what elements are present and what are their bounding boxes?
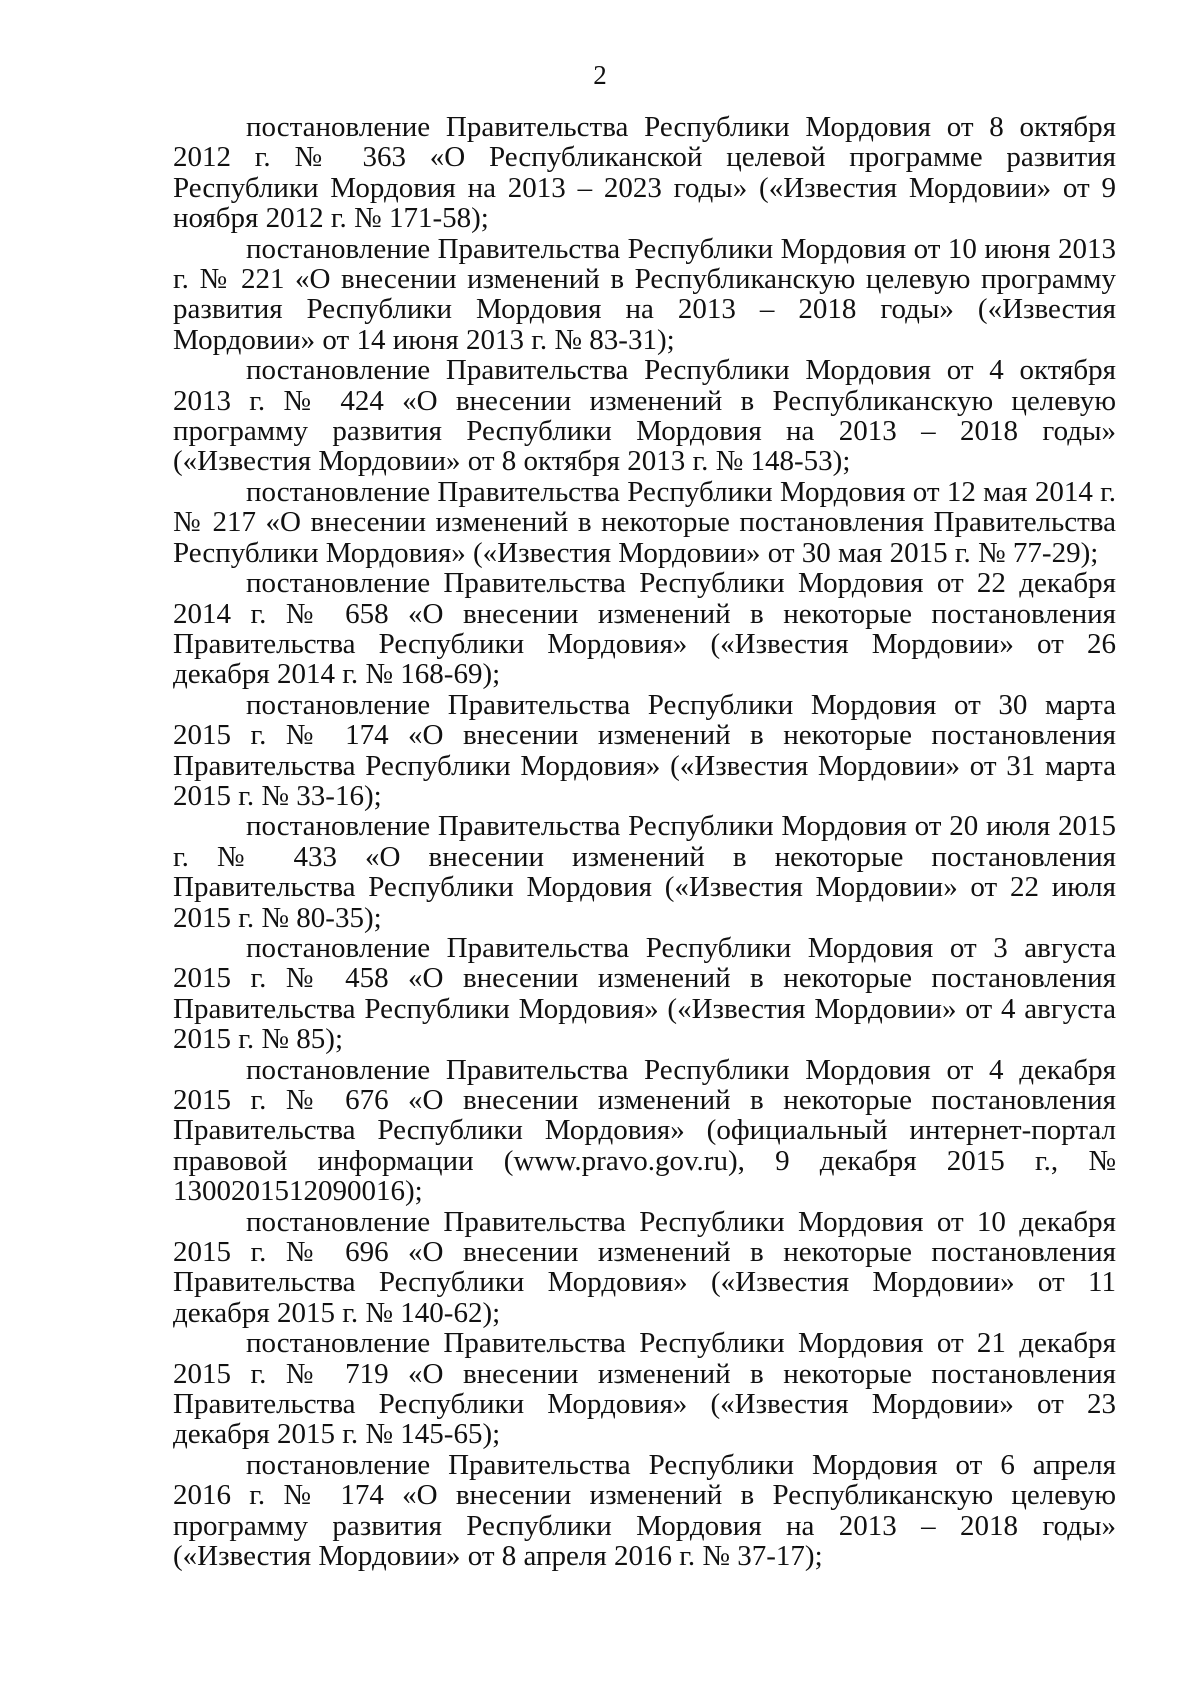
paragraph: постановление Правительства Республики Мордовия от 4 декабря 2015 г. № 676 «О внесении изменений в некоторые постановления Правительства Республики Мордовия» (официальный интернет-портал правовой информации (www.pravo.gov.ru), 9 декабря 2015 г., № 1300201512090016); [173,1053,1116,1208]
paragraph: постановление Правительства Республики Мордовия от 10 июня 2013 г. № 221 «О внесении изменений в Республиканскую целевую программу развития Республики Мордовия на 2013 – 2018 годы» («Известия Мордовии» от 14 июня 2013 г. № 83-31); [173,232,1116,356]
paragraph: постановление Правительства Республики Мордовия от 20 июля 2015 г. № 433 «О внесении изменений в некоторые постановления Правительства Республики Мордовия («Известия Мордовии» от 22 июля 2015 г. № 80-35); [173,810,1116,934]
page-number: 2 [593,60,607,90]
paragraph: постановление Правительства Республики Мордовия от 3 августа 2015 г. № 458 «О внесении изменений в некоторые постановления Правительства Республики Мордовия» («Известия Мордовии» от 4 августа 2015 г. № 85); [173,931,1116,1056]
paragraph: постановление Правительства Республики Мордовия от 21 декабря 2015 г. № 719 «О внесении изменений в некоторые постановления Правительства Республики Мордовия» («Известия Мордовии» от 23 декабря 2015 г. № 145-65); [173,1327,1116,1451]
paragraph: постановление Правительства Республики Мордовия от 22 декабря 2014 г. № 658 «О внесении изменений в некоторые постановления Правительства Республики Мордовия» («Известия Мордовии» от 26 декабря 2014 г. № 168-69); [173,567,1116,691]
paragraph: постановление Правительства Республики Мордовия от 10 декабря 2015 г. № 696 «О внесении изменений в некоторые постановления Правительства Республики Мордовия» («Известия Мордовии» от 11 декабря 2015 г. № 140-62); [173,1205,1116,1329]
paragraph: постановление Правительства Республики Мордовия от 8 октября 2012 г. № 363 «О Республиканской целевой программе развития Республики Мордовия на 2013 – 2023 годы» («Известия Мордовии» от 9 ноября 2012 г. № 171-58); [173,111,1116,235]
paragraph: постановление Правительства Республики Мордовия от 6 апреля 2016 г. № 174 «О внесении изменений в Республиканскую целевую программу развития Республики Мордовия на 2013 – 2018 годы» («Известия Мордовии» от 8 апреля 2016 г. № 37-17); [173,1448,1116,1573]
paragraph: постановление Правительства Республики Мордовия от 4 октября 2013 г. № 424 «О внесении изменений в Республиканскую целевую программу развития Республики Мордовия на 2013 – 2018 годы» («Известия Мордовии» от 8 октября 2013 г. № 148-53); [173,354,1116,478]
paragraph: постановление Правительства Республики Мордовия от 30 марта 2015 г. № 174 «О внесении изменений в некоторые постановления Правительства Республики Мордовия» («Известия Мордовии» от 31 марта 2015 г. № 33-16); [173,688,1116,812]
paragraph: постановление Правительства Республики Мордовия от 12 мая 2014 г. № 217 «О внесении изменений в некоторые постановления Правительства Республики Мордовия» («Известия Мордовии» от 30 мая 2015 г. № 77-29); [173,475,1116,569]
document-body [173,112,1116,1572]
